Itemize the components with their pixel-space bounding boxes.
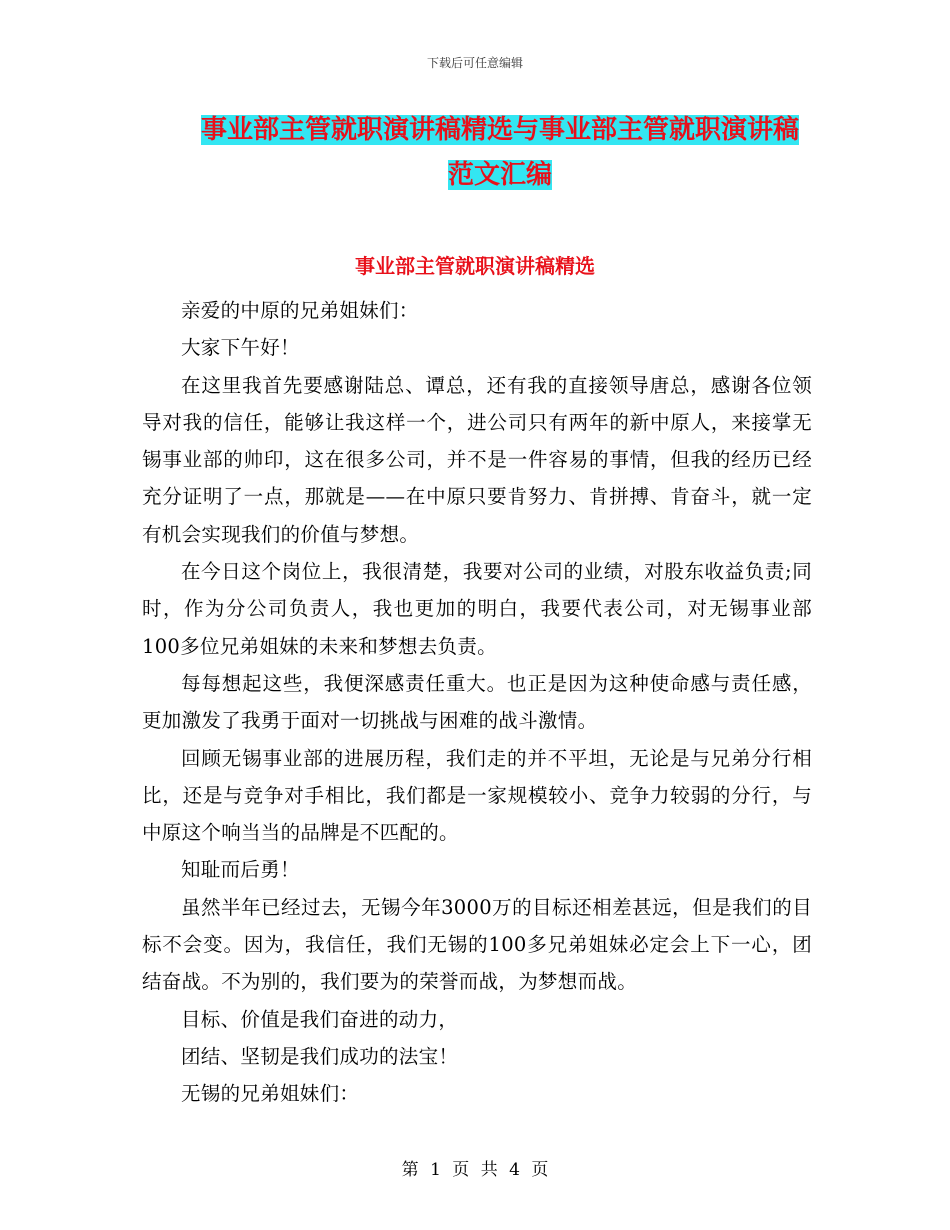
paragraph: 大家下午好！	[181, 336, 300, 360]
paragraph: 无锡的兄弟姐妹们：	[181, 1082, 360, 1106]
paragraph: 在今日这个岗位上，我很清楚，我要对公司的业绩，对股东收益负责;同时，作为分公司负责人，我也更加的明白，我要代表公司，对无锡事业部100多位兄弟姐妹的未来和梦想去负责。	[142, 560, 812, 658]
body-text	[142, 292, 812, 1113]
header-note: 下载后可任意编辑	[426, 56, 523, 70]
paragraph: 每每想起这些，我便深感责任重大。也正是因为这种使命感与责任感，更加激发了我勇于面对一切挑战与困难的战斗激情。	[142, 671, 812, 733]
document-title	[140, 108, 860, 198]
paragraph: 虽然半年已经过去，无锡今年3000万的目标还相差甚远，但是我们的目标不会变。因为，我信任，我们无锡的100多兄弟姐妹必定会上下一心，团结奋战。不为别的，我们要为的荣誉而战，为梦想而战。	[142, 895, 812, 994]
paragraph: 目标、价值是我们奋进的动力，	[181, 1007, 459, 1031]
paragraph: 知耻而后勇！	[181, 858, 300, 882]
paragraph: 亲爱的中原的兄弟姐妹们：	[181, 299, 419, 322]
document-title-line1: 事业部主管就职演讲稿精选与事业部主管就职演讲稿	[200, 115, 799, 145]
section-title: 事业部主管就职演讲稿精选	[355, 254, 595, 278]
paragraph: 团结、坚韧是我们成功的法宝！	[181, 1044, 459, 1068]
document-title-line2: 范文汇编	[447, 160, 552, 190]
paragraph: 在这里我首先要感谢陆总、谭总，还有我的直接领导唐总，感谢各位领导对我的信任，能够让我这样一个，进公司只有两年的新中原人，来接掌无锡事业部的帅印，这在很多公司，并不是一件容易的事情，但我的经历已经充分证明了一点，那就是——在中原只要肯努力、肯拼搏、肯奋斗，就一定有机会实现我们的价值与梦想。	[142, 373, 812, 546]
paragraph: 回顾无锡事业部的进展历程，我们走的并不平坦，无论是与兄弟分行相比，还是与竞争对手相比，我们都是一家规模较小、竞争力较弱的分行，与中原这个响当当的品牌是不匹配的。	[142, 746, 812, 845]
page-footer: 第 1 页 共 4 页	[401, 1160, 549, 1180]
